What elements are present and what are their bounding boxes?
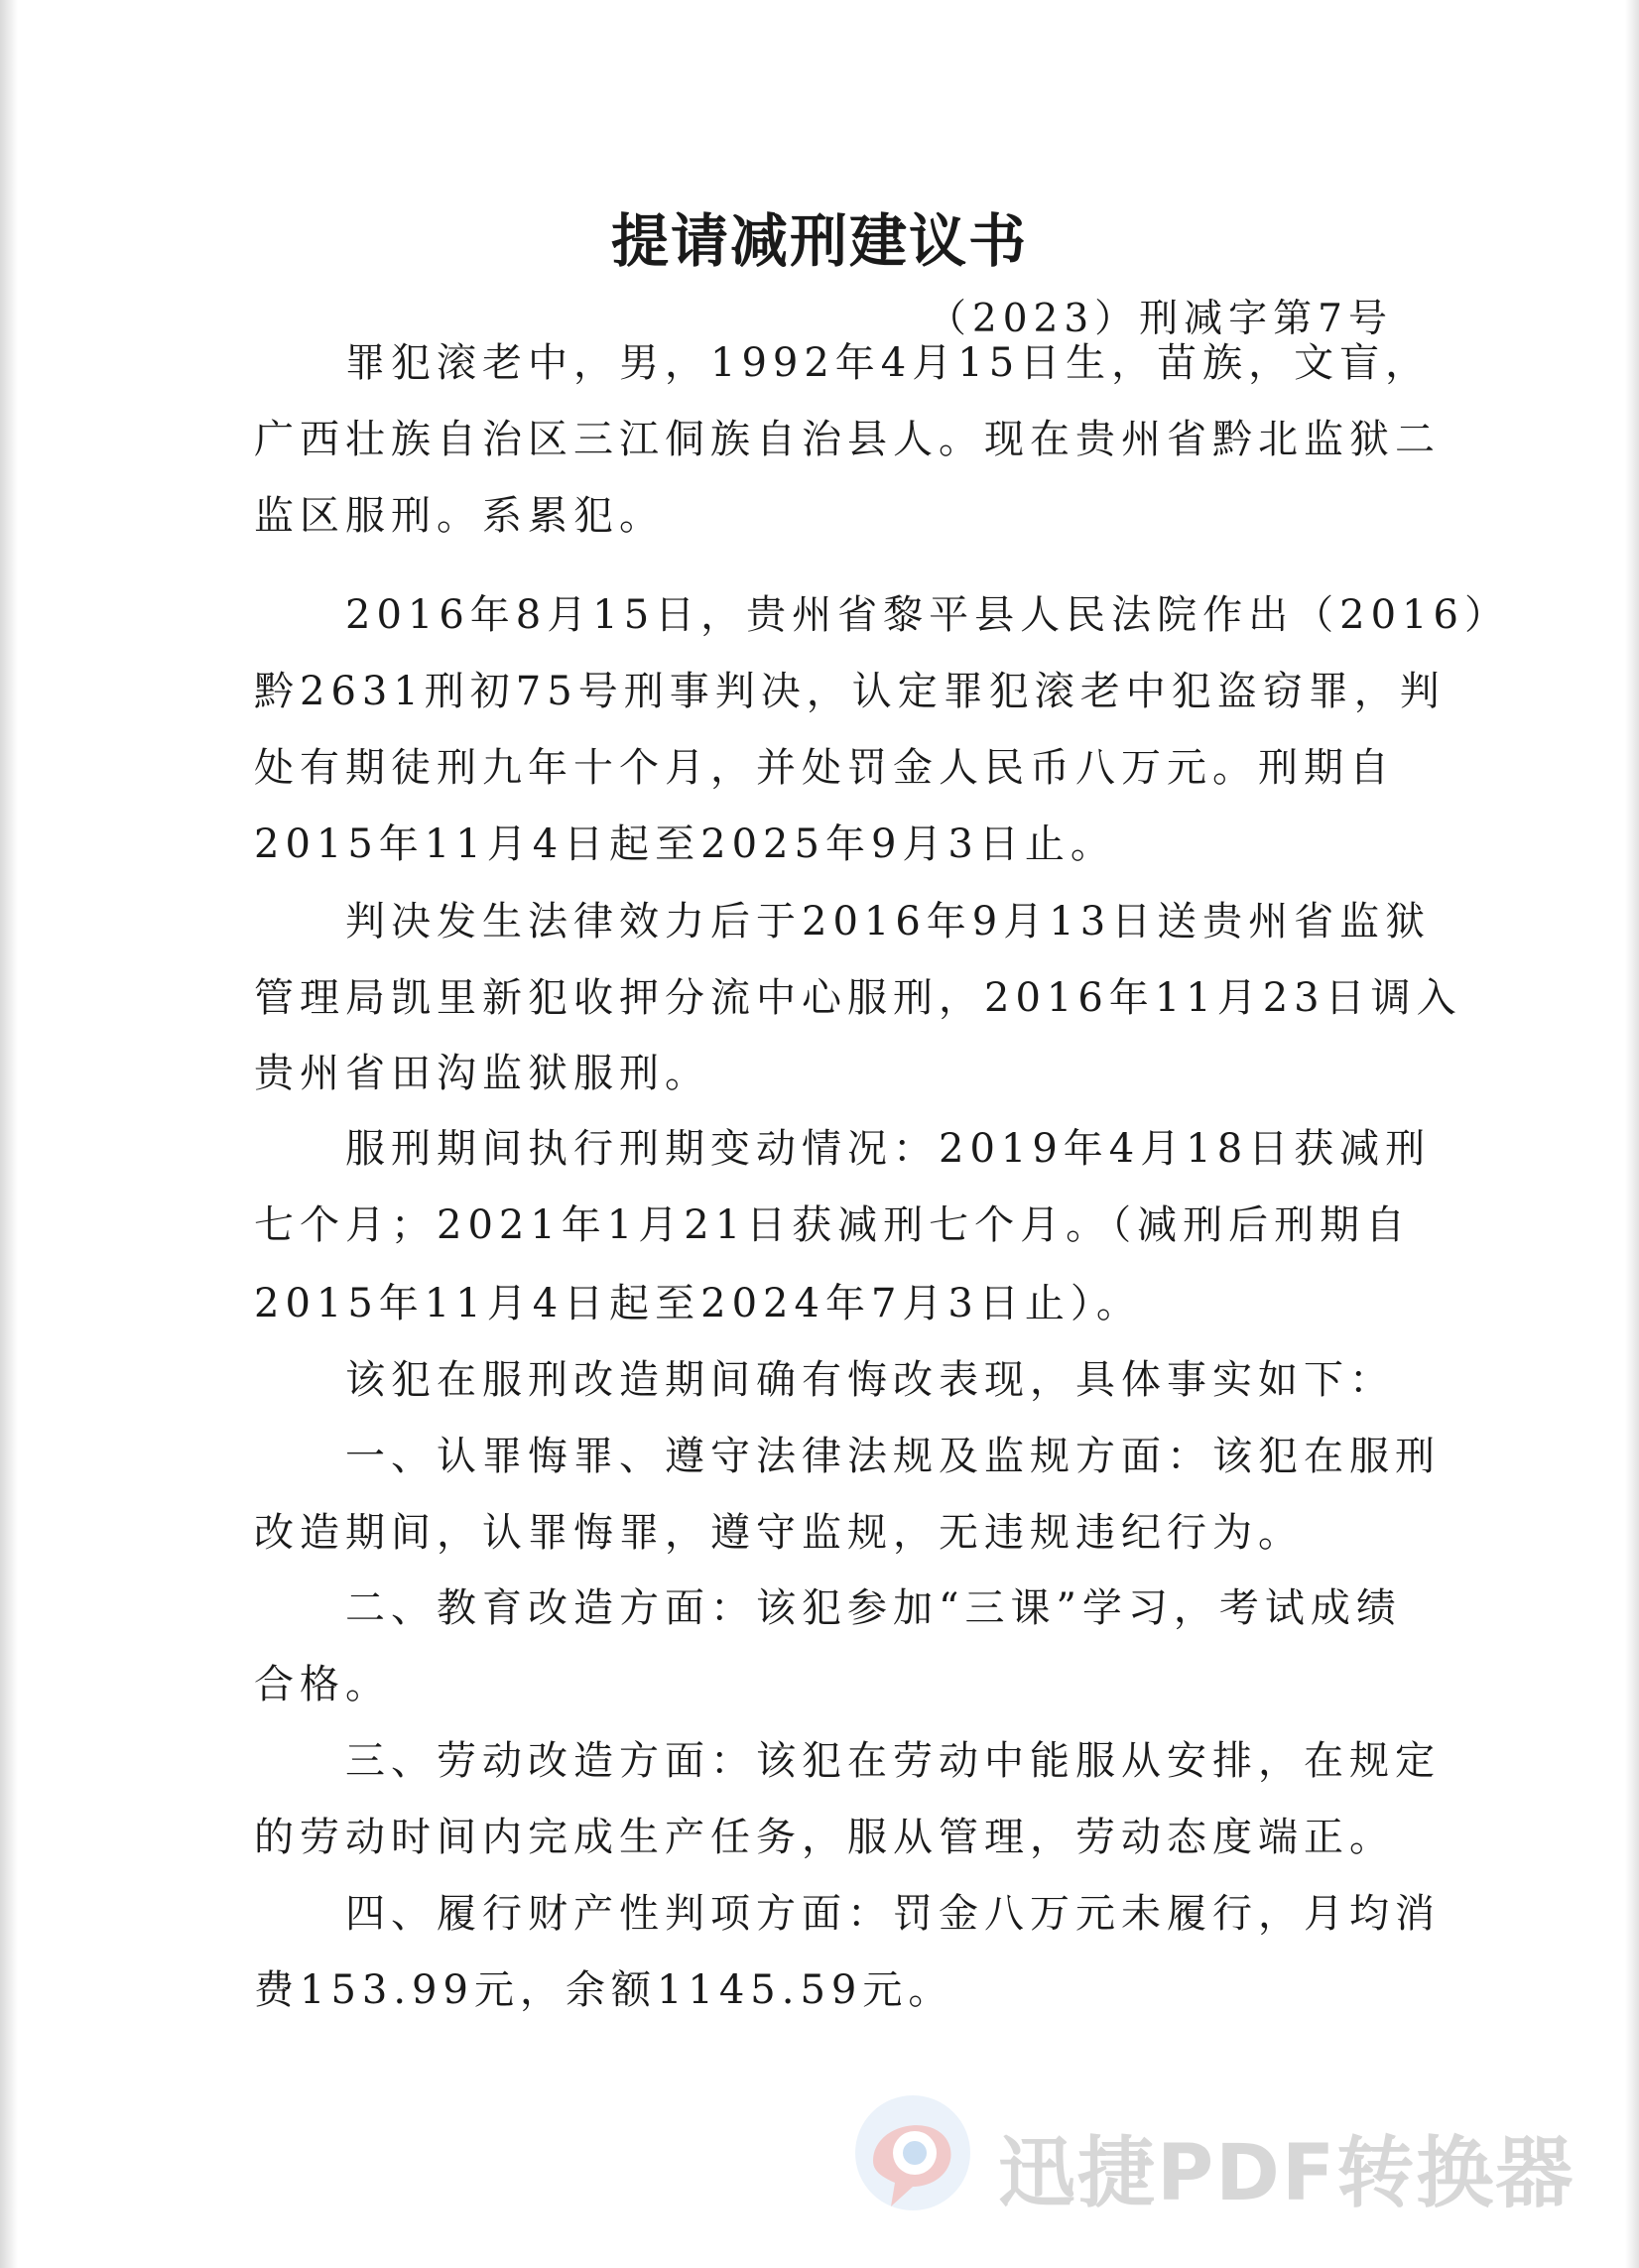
body-line: 服刑期间执行刑期变动情况：2019年4月18日获减刑 [254,1126,1432,1172]
body-line: 改造期间，认罪悔罪，遵守监规，无违规违纪行为。 [254,1510,1304,1556]
body-line: 该犯在服刑改造期间确有悔改表现，具体事实如下： [254,1357,1395,1403]
body-line: 监区服刑。系累犯。 [254,493,665,539]
body-line: 2016年8月15日，贵州省黎平县人民法院作出（2016） [254,592,1510,638]
page-edge-shadow-right [1625,0,1639,2268]
watermark [851,2083,1605,2232]
body-line: 管理局凯里新犯收押分流中心服刑，2016年11月23日调入 [254,975,1462,1021]
body-line: 合格。 [254,1662,391,1707]
body-line: 的劳动时间内完成生产任务，服从管理，劳动态度端正。 [254,1815,1395,1860]
xunjie-logo-icon [851,2091,974,2214]
body-line: 2015年11月4日起至2024年7月3日止）。 [254,1281,1142,1326]
body-line: 罪犯滚老中，男，1992年4月15日生，苗族，文盲， [254,340,1432,386]
body-line: 2015年11月4日起至2025年9月3日止。 [254,821,1116,867]
body-line: 三、劳动改造方面：该犯在劳动中能服从安排，在规定 [254,1738,1441,1784]
document-number: （2023）刑减字第7号 [927,297,1393,341]
document-title: 提请减刑建议书 [610,207,1028,275]
body-line: 七个月；2021年1月21日获减刑七个月。（减刑后刑期自 [254,1202,1412,1248]
body-line: 二、教育改造方面：该犯参加“三课”学习，考试成绩 [254,1585,1402,1631]
body-line: 贵州省田沟监狱服刑。 [254,1051,710,1096]
page-edge-shadow-left [0,0,18,2268]
watermark-text: 迅捷PDF转换器 [998,2129,1576,2218]
body-line: 黔2631刑初75号刑事判决，认定罪犯滚老中犯盗窃罪，判 [254,669,1446,714]
body-line: 判决发生法律效力后于2016年9月13日送贵州省监狱 [254,899,1432,945]
body-line: 一、认罪悔罪、遵守法律法规及监规方面：该犯在服刑 [254,1434,1441,1479]
body-line: 处有期徒刑九年十个月，并处罚金人民币八万元。刑期自 [254,745,1395,791]
body-line: 广西壮族自治区三江侗族自治县人。现在贵州省黔北监狱二 [254,417,1441,462]
body-line: 四、履行财产性判项方面：罚金八万元未履行，月均消 [254,1891,1441,1937]
body-line: 费153.99元，余额1145.59元。 [254,1967,954,2013]
